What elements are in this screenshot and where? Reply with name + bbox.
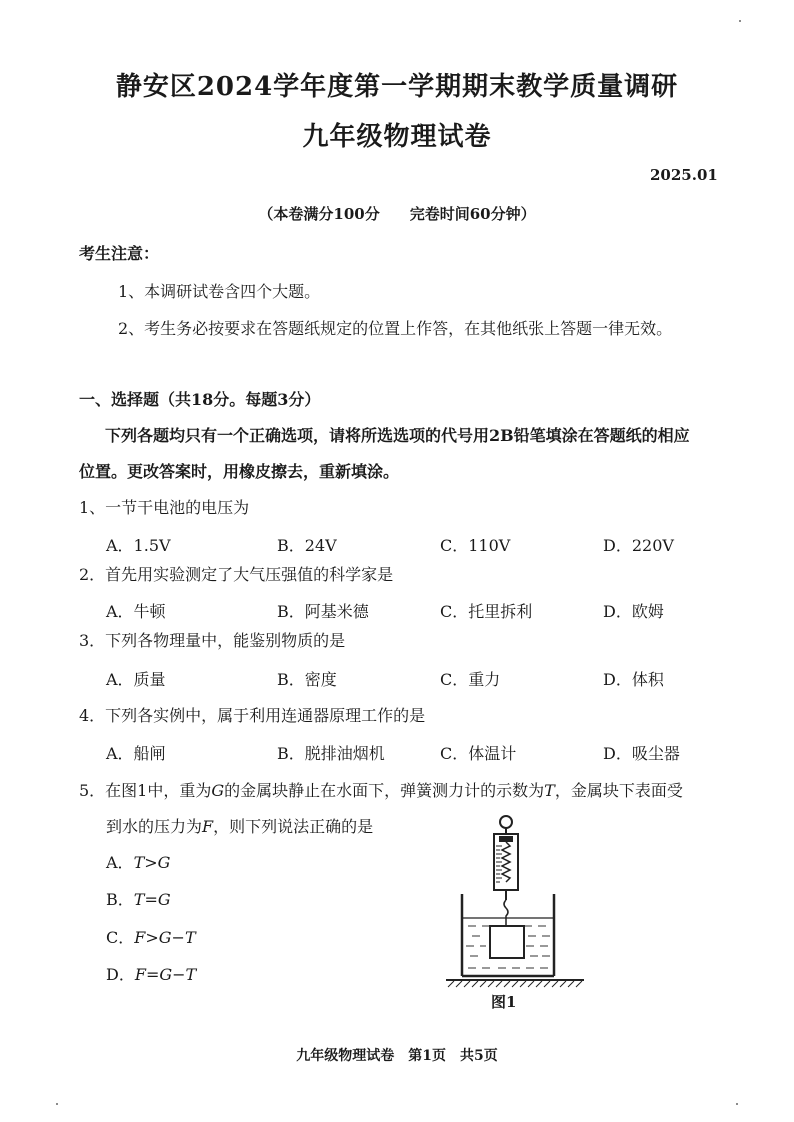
question-2-option-c: C．托里拆利 — [440, 602, 533, 621]
exam-info: （本卷满分100分 完卷时间60分钟） — [258, 205, 536, 223]
option-expr: T=G — [133, 890, 171, 909]
q5-var-t: T — [544, 781, 555, 800]
question-2-option-a: A．牛顿 — [106, 602, 166, 621]
exam-subtitle: 九年级物理试卷 — [302, 122, 492, 152]
exam-title: 静安区2024学年度第一学期期末教学质量调研 — [115, 72, 679, 102]
question-1-stem: 1、一节干电池的电压为 — [79, 498, 250, 517]
question-5-option-c — [106, 925, 196, 948]
question-3-option-d: D．体积 — [603, 670, 664, 689]
question-3-option-a: A．质量 — [106, 670, 166, 689]
section1-heading: 一、选择题（共18分。每题3分） — [79, 390, 321, 409]
question-2-option-d: D．欧姆 — [603, 602, 664, 621]
question-5-stem-line2 — [106, 814, 373, 837]
question-3-option-b: B．密度 — [277, 670, 337, 689]
option-expr: F=G−T — [134, 965, 197, 984]
question-1-option-c: C．110V — [440, 536, 511, 555]
ground-hatching — [448, 981, 582, 987]
question-2-option-b: B．阿基米德 — [277, 602, 369, 621]
scale-label-plate — [499, 836, 513, 842]
scan-speck — [736, 1103, 738, 1105]
q5-var-g: G — [211, 781, 225, 800]
question-4-option-b: B．脱排油烟机 — [277, 744, 385, 763]
q5-text: ，金属块下表面受 — [554, 781, 683, 800]
option-expr: F>G−T — [134, 928, 196, 947]
question-4-option-c: C．体温计 — [440, 744, 517, 763]
question-2-stem: 2．首先用实验测定了大气压强值的科学家是 — [79, 565, 394, 584]
question-5-stem-line1 — [79, 778, 683, 801]
option-expr: T>G — [133, 853, 171, 872]
q5-text: 的金属块静止在水面下，弹簧测力计的示数为 — [224, 781, 545, 800]
question-5-option-d — [106, 962, 196, 985]
scan-speck — [739, 20, 741, 22]
option-label: A． — [106, 853, 134, 872]
option-label: D． — [106, 965, 135, 984]
question-1-option-a: A．1.5V — [106, 536, 171, 555]
scan-speck — [56, 1103, 58, 1105]
option-label: B． — [106, 890, 134, 909]
notice-heading: 考生注意： — [79, 244, 160, 263]
question-1-option-d: D．220V — [603, 536, 674, 555]
option-label: C． — [106, 928, 135, 947]
section1-instruction-line1: 下列各题均只有一个正确选项，请将所选选项的代号用2B铅笔填涂在答题纸的相应 — [105, 426, 690, 445]
question-4-option-a: A．船闸 — [106, 744, 166, 763]
figure-1-caption: 图1 — [491, 993, 517, 1011]
question-4-option-d: D．吸尘器 — [603, 744, 680, 763]
figure-1-spring-scale-diagram — [438, 808, 598, 993]
question-4-stem: 4．下列各实例中，属于利用连通器原理工作的是 — [79, 706, 426, 725]
notice-item-1: 1、本调研试卷含四个大题。 — [118, 282, 321, 301]
question-1-option-b: B．24V — [277, 536, 337, 555]
question-3-stem: 3．下列各物理量中，能鉴别物质的是 — [79, 631, 346, 650]
page-footer: 九年级物理试卷 第1页 共5页 — [296, 1048, 498, 1064]
section1-instruction-line2: 位置。更改答案时，用橡皮擦去，重新填涂。 — [79, 462, 400, 481]
q5-text: 到水的压力为 — [106, 817, 203, 836]
exam-date: 2025.01 — [650, 166, 718, 184]
question-5-option-b — [106, 887, 171, 910]
question-5-option-a — [106, 850, 170, 873]
q5-text: 5．在图1中，重为 — [79, 781, 212, 800]
hanging-string — [504, 900, 508, 926]
notice-item-2: 2、考生务必按要求在答题纸规定的位置上作答，在其他纸张上答题一律无效。 — [118, 319, 673, 338]
q5-text: ，则下列说法正确的是 — [213, 817, 374, 836]
metal-block — [490, 926, 524, 958]
q5-var-f: F — [202, 817, 214, 836]
scale-ring — [500, 816, 512, 828]
question-3-option-c: C．重力 — [440, 670, 501, 689]
